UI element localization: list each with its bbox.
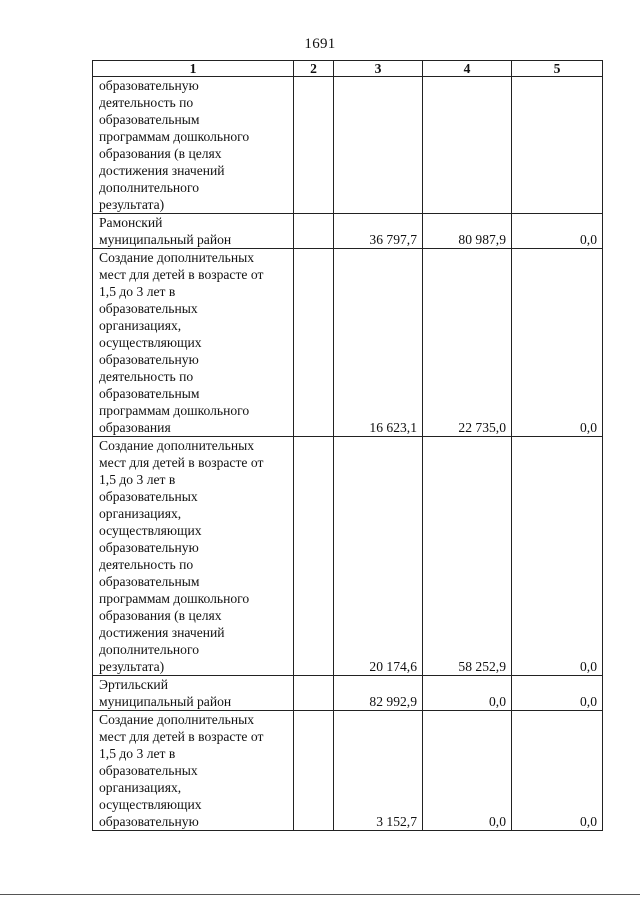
table-row: [93, 676, 603, 711]
row-col5: [512, 77, 603, 214]
row-col4: 58 252,9: [423, 437, 512, 676]
row-label: Создание дополнительных мест для детей в возрасте от 1,5 до 3 лет в образовательных организациях, осуществляющих образовательную деятельность по образовательным программам дошкольного образования: [93, 249, 294, 437]
row-col5: 0,0: [512, 676, 603, 711]
row-col4: [423, 77, 512, 214]
row-label: Рамонский муниципальный район: [93, 214, 294, 249]
row-col4: 0,0: [423, 711, 512, 831]
row-label: образовательную деятельность по образовательным программам дошкольного образования (в целях достижения значений дополнительного результата): [93, 77, 294, 214]
row-col5: 0,0: [512, 249, 603, 437]
row-label: Эртильский муниципальный район: [93, 676, 294, 711]
row-col4: 22 735,0: [423, 249, 512, 437]
row-label: Создание дополнительных мест для детей в возрасте от 1,5 до 3 лет в образовательных организациях, осуществляющих образовательную: [93, 711, 294, 831]
row-col4: 80 987,9: [423, 214, 512, 249]
row-col5: 0,0: [512, 437, 603, 676]
row-col4: 0,0: [423, 676, 512, 711]
row-col3: 20 174,6: [334, 437, 423, 676]
row-col3: 82 992,9: [334, 676, 423, 711]
budget-table: [92, 60, 603, 831]
table-row: [93, 711, 603, 831]
table-row: [93, 437, 603, 676]
row-col2: [294, 249, 334, 437]
column-header-4: 4: [423, 61, 512, 77]
row-col3: 3 152,7: [334, 711, 423, 831]
column-header-1: 1: [93, 61, 294, 77]
row-col5: 0,0: [512, 214, 603, 249]
row-col5: 0,0: [512, 711, 603, 831]
column-header-5: 5: [512, 61, 603, 77]
table-row: [93, 77, 603, 214]
column-header-3: 3: [334, 61, 423, 77]
column-header-2: 2: [294, 61, 334, 77]
page-number: 1691: [304, 36, 336, 52]
row-col2: [294, 711, 334, 831]
row-col2: [294, 437, 334, 676]
row-col3: [334, 77, 423, 214]
row-col2: [294, 214, 334, 249]
table-header-row: [93, 61, 603, 77]
page-bottom-divider: [0, 894, 640, 895]
table-row: [93, 214, 603, 249]
table-row: [93, 249, 603, 437]
row-label: Создание дополнительных мест для детей в возрасте от 1,5 до 3 лет в образовательных организациях, осуществляющих образовательную деятельность по образовательным программам дошкольного образования (в целях достижения значений дополнительного результата): [93, 437, 294, 676]
row-col3: 36 797,7: [334, 214, 423, 249]
row-col2: [294, 676, 334, 711]
row-col3: 16 623,1: [334, 249, 423, 437]
row-col2: [294, 77, 334, 214]
